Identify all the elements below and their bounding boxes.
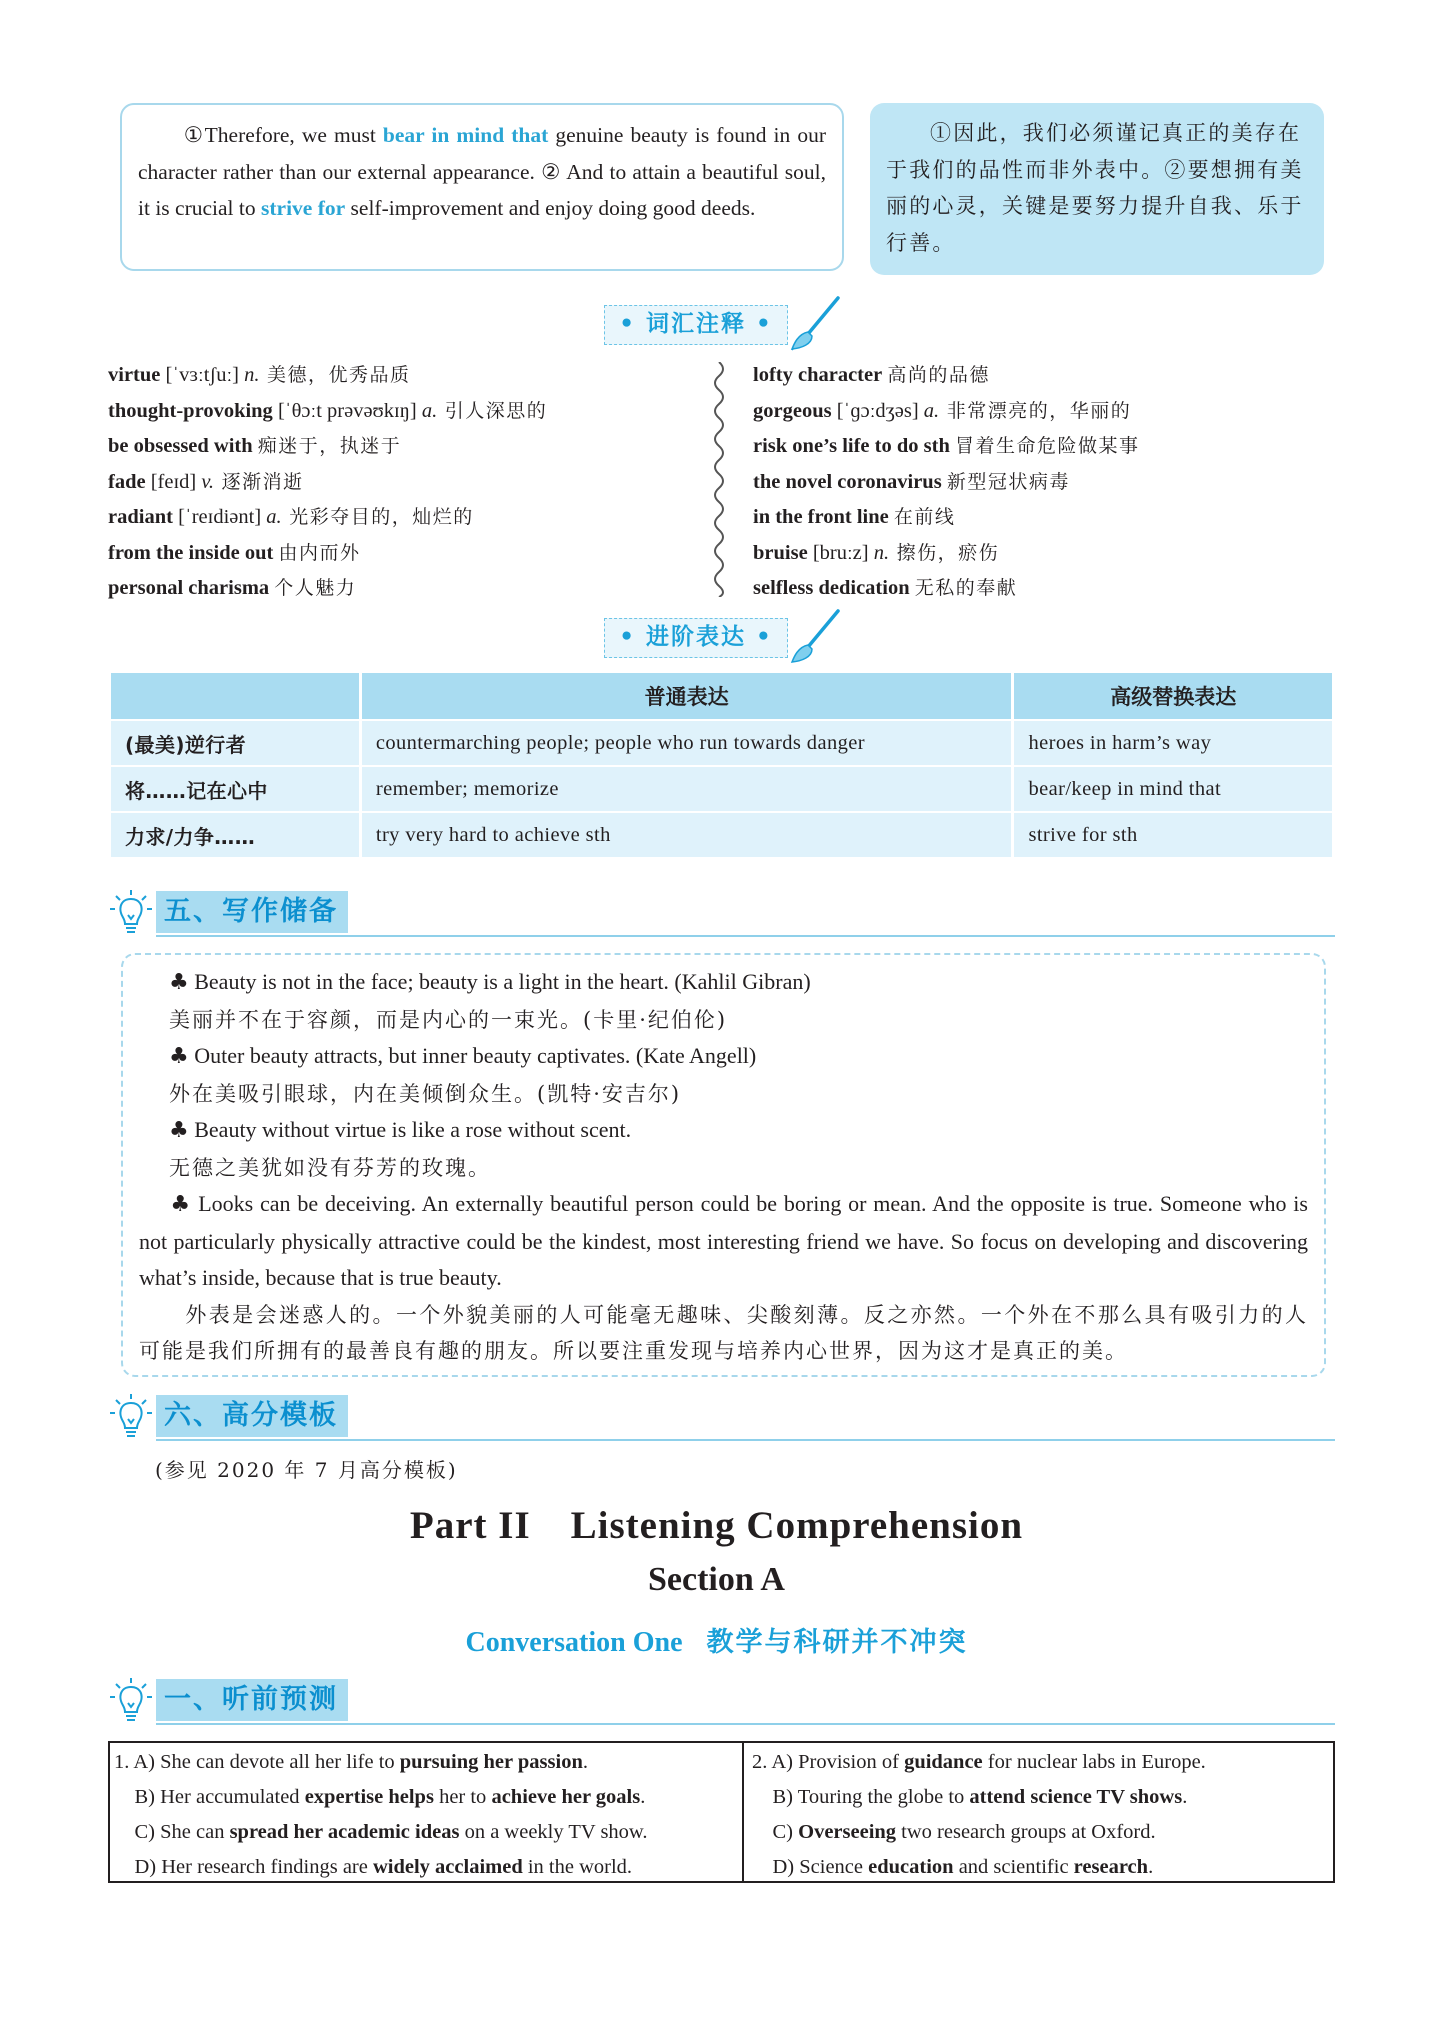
question-table <box>108 1741 1335 1883</box>
section1-header <box>108 1677 1335 1725</box>
quote-item <box>139 964 1308 1002</box>
table-header-cell <box>111 673 359 719</box>
passage-text: self-improvement and enjoy doing good deeds. <box>345 196 756 220</box>
question-2 <box>752 1745 1332 1885</box>
answer-option: 1. A) She can devote all her life to pursuing her passion. <box>114 1751 588 1773</box>
table-cell: strive for sth <box>1014 811 1332 857</box>
answer-option: D) Her research findings are widely acclaimed in the world. <box>114 1856 633 1878</box>
club-icon: ♣ <box>169 1118 189 1143</box>
answer-option: C) She can spread her academic ideas on a weekly TV show. <box>114 1821 648 1843</box>
vocab-item: risk one’s life to do sth 冒着生命危险做某事 <box>753 435 1140 457</box>
vocab-item: bruise [bruːz] n. 擦伤，瘀伤 <box>753 541 1000 564</box>
answer-option: B) Touring the globe to attend science TV shows. <box>752 1786 1188 1808</box>
quote-zh-paragraph <box>139 1297 1308 1370</box>
table-row <box>111 719 1332 765</box>
highlight-strive-for: strive for <box>261 196 346 220</box>
vocab-item: fade [feɪd] v. 逐渐消逝 <box>108 470 304 493</box>
reference-note: (参见 2020 年 7 月高分模板) <box>155 1458 458 1482</box>
vocab-list-right <box>753 358 1333 607</box>
chinese-translation-box <box>870 103 1324 275</box>
table-cell: remember; memorize <box>362 765 1012 811</box>
vocab-item: lofty character 高尚的品德 <box>753 364 990 386</box>
section-title: Section A <box>648 1561 785 1598</box>
answer-option: C) Overseeing two research groups at Oxford. <box>752 1821 1156 1843</box>
answer-option: D) Science education and scientific research. <box>752 1856 1154 1878</box>
table-header-cell: 高级替换表达 <box>1014 673 1332 719</box>
club-icon: ♣ <box>169 1192 192 1217</box>
table-cell: countermarching people; people who run towards danger <box>362 719 1012 765</box>
table-cell: bear/keep in mind that <box>1014 765 1332 811</box>
quote-en: Beauty is not in the face; beauty is a light in the heart. (Kahlil Gibran) <box>194 969 811 994</box>
section1-title: 一、听前预测 <box>156 1679 348 1721</box>
quote-item <box>139 1038 1308 1076</box>
translation-text: ①因此，我们必须谨记真正的美存在于我们的品性而非外表中。②要想拥有美丽的心灵，关键是要努力提升自我、乐于行善。 <box>886 121 1304 255</box>
club-icon: ♣ <box>169 970 189 995</box>
vocab-item: in the front line 在前线 <box>753 506 956 528</box>
vocab-item: thought-provoking [ˈθɔːt prəvəʊkɪŋ] a. 引人深思的 <box>108 399 548 422</box>
table-cell: (最美)逆行者 <box>111 719 359 765</box>
table-row <box>111 811 1332 857</box>
vocab-notes-header: • 词汇注释 • <box>604 305 788 345</box>
table-cell: 力求/力争…… <box>111 811 359 857</box>
section6-title: 六、高分模板 <box>156 1395 348 1437</box>
vocab-item: the novel coronavirus 新型冠状病毒 <box>753 470 1070 493</box>
lightbulb-icon <box>108 1393 154 1441</box>
vocab-item: radiant [ˈreɪdiənt] a. 光彩夺目的，灿烂的 <box>108 506 474 528</box>
section6-header <box>108 1393 1335 1441</box>
vocab-item: personal charisma 个人魅力 <box>108 577 357 599</box>
vocab-list-left <box>108 358 708 607</box>
quote-zh: 无德之美犹如没有芬芳的玫瑰。 <box>169 1155 491 1180</box>
sentence-num-2: ② <box>541 159 562 184</box>
section-underline <box>156 935 1335 937</box>
table-cell: try very hard to achieve sth <box>362 811 1012 857</box>
table-row <box>111 765 1332 811</box>
passage-text: Therefore, we must <box>204 123 383 147</box>
expression-table <box>108 673 1335 857</box>
wavy-divider <box>708 362 730 597</box>
english-passage-box <box>120 103 844 271</box>
section-underline <box>156 1723 1335 1725</box>
quote-item <box>139 1112 1308 1150</box>
quote-zh: 美丽并不在于容颜，而是内心的一束光。(卡里·纪伯伦) <box>169 1007 728 1032</box>
quote-en: Looks can be deceiving. An externally beautiful person could be boring or mean. And the opposite is true. Someone who is not particularly physically attractive could be the kindest, most interesting friend we have. So focus on developing and discovering what’s inside, because that is true beauty. <box>139 1191 1308 1290</box>
lightbulb-icon <box>108 889 154 937</box>
answer-option: B) Her accumulated expertise helps her to achieve her goals. <box>114 1786 646 1808</box>
conversation-title <box>0 1620 1433 1659</box>
column-divider <box>742 1743 744 1881</box>
lightbulb-icon <box>108 1677 154 1725</box>
brush-icon <box>788 294 846 352</box>
vocab-item: virtue [ˈvɜːtʃuː] n. 美德，优秀品质 <box>108 364 411 386</box>
quote-zh: 外表是会迷惑人的。一个外貌美丽的人可能毫无趣味、尖酸刻薄。反之亦然。一个外在不那么具有吸引力的人可能是我们所拥有的最善良有趣的朋友。所以要注重发现与培养内心世界，因为这才是真正的美。 <box>139 1302 1308 1363</box>
quote-zh: 外在美吸引眼球，内在美倾倒众生。(凯特·安吉尔) <box>169 1081 682 1106</box>
quote-item <box>139 1186 1308 1297</box>
table-header-cell: 普通表达 <box>362 673 1012 719</box>
vocab-item: selfless dedication 无私的奉献 <box>753 577 1018 599</box>
question-1 <box>114 1745 734 1885</box>
quote-en: Beauty without virtue is like a rose without scent. <box>194 1117 632 1142</box>
club-icon: ♣ <box>169 1044 189 1069</box>
conversation-en: Conversation One <box>465 1627 683 1658</box>
quotes-box <box>121 953 1326 1377</box>
brush-icon <box>788 607 846 665</box>
passage-text: genuine beauty is found in our character rather than our external appearance. <box>138 123 826 184</box>
conversation-zh: 教学与科研并不冲突 <box>706 1627 968 1658</box>
highlight-bear-in-mind: bear in mind that <box>382 123 549 147</box>
section5-header <box>108 889 1335 937</box>
table-header-row <box>111 673 1332 719</box>
passage-text: And to attain a beautiful soul, it is crucial to <box>138 159 826 220</box>
part-title: Part II Listening Comprehension <box>409 1504 1024 1547</box>
section5-title: 五、写作储备 <box>156 891 348 933</box>
table-cell: heroes in harm’s way <box>1014 719 1332 765</box>
advanced-expr-header: • 进阶表达 • <box>604 618 788 658</box>
table-cell: 将……记在心中 <box>111 765 359 811</box>
vocab-item: gorgeous [ˈɡɔːdʒəs] a. 非常漂亮的，华丽的 <box>753 399 1132 422</box>
vocab-item: from the inside out 由内而外 <box>108 541 361 564</box>
quote-en: Outer beauty attracts, but inner beauty captivates. (Kate Angell) <box>194 1043 757 1068</box>
vocab-item: be obsessed with 痴迷于，执迷于 <box>108 435 402 457</box>
sentence-num-1: ① <box>182 123 205 147</box>
answer-option: 2. A) Provision of guidance for nuclear labs in Europe. <box>752 1751 1206 1773</box>
section-underline <box>156 1439 1335 1441</box>
